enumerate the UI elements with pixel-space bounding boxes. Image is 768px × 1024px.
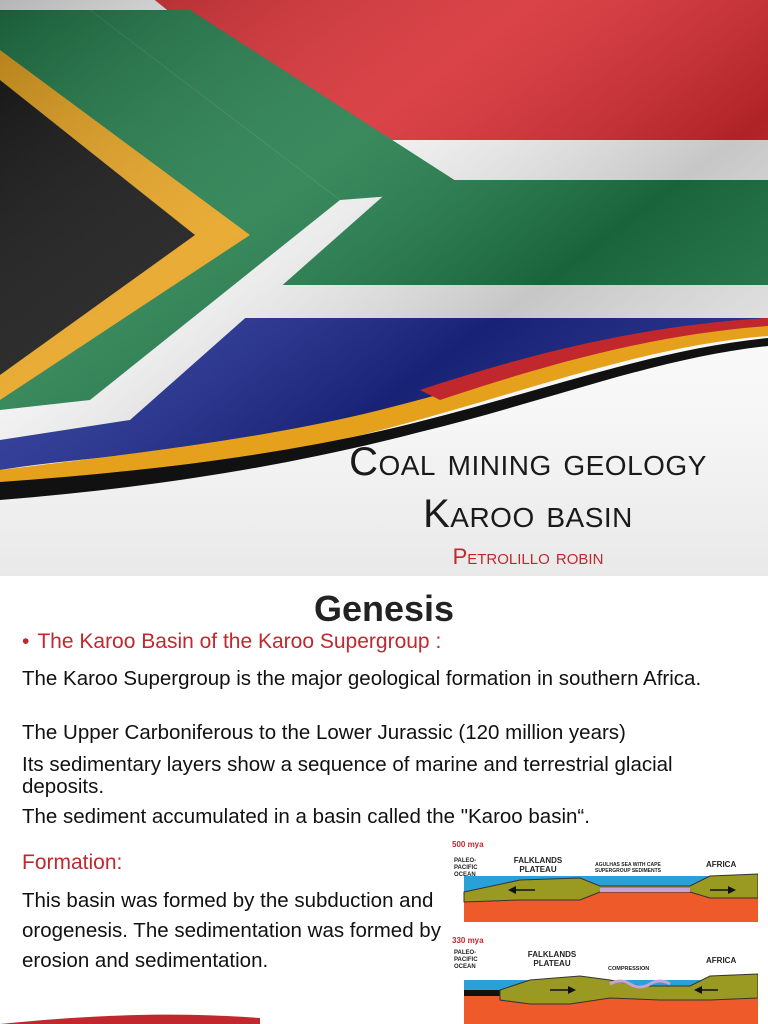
slide-heading: Genesis: [313, 588, 455, 629]
panel1-sea-label: AGULHAS SEA WITH CAPE SUPERGROUP SEDIMENTS: [594, 862, 662, 874]
panel2-right-label: AFRICA: [706, 956, 737, 965]
panel1-mid-label: FALKLANDS PLATEAU: [513, 856, 563, 874]
paragraph-4: The sediment accumulated in a basin called the "Karoo basin“.: [22, 805, 590, 828]
formation-label: Formation:: [22, 851, 123, 874]
formation-text: This basin was formed by the subduction and orogenesis. The sedimentation was formed by erosion and sedimentation.: [22, 889, 441, 972]
paragraph-2: The Upper Carboniferous to the Lower Jurassic (120 million years): [22, 721, 626, 744]
decorative-bottom-swoosh: [0, 1012, 768, 1024]
panel2-age: 330 mya: [452, 936, 484, 945]
panel2-sea-label: COMPRESSION: [608, 966, 650, 972]
author-subtitle: Petrolillo robin: [452, 544, 604, 569]
tectonic-diagram: [452, 840, 758, 1024]
title-block: [308, 436, 748, 570]
bullet-item: [22, 630, 441, 654]
panel1-age: 500 mya: [452, 840, 484, 849]
panel1-right-label: AFRICA: [706, 860, 737, 869]
bullet-dot-icon: •: [22, 630, 30, 653]
paragraph-3: Its sedimentary layers show a sequence of marine and terrestrial glacial deposits.: [22, 753, 673, 798]
genesis-slide: [0, 576, 768, 1024]
slide-title-line-2: Karoo basin: [423, 492, 633, 536]
panel2-mid-label: FALKLANDS PLATEAU: [527, 950, 577, 968]
panel1-left-label: PALEO-PACIFIC OCEAN: [454, 858, 478, 878]
slide-title-line-1: Coal mining geology: [349, 440, 707, 484]
paragraph-1: The Karoo Supergroup is the major geological formation in southern Africa.: [22, 667, 702, 690]
bullet-text: The Karoo Basin of the Karoo Supergroup :: [37, 630, 442, 653]
panel2-left-label: PALEO-PACIFIC OCEAN: [454, 950, 478, 970]
